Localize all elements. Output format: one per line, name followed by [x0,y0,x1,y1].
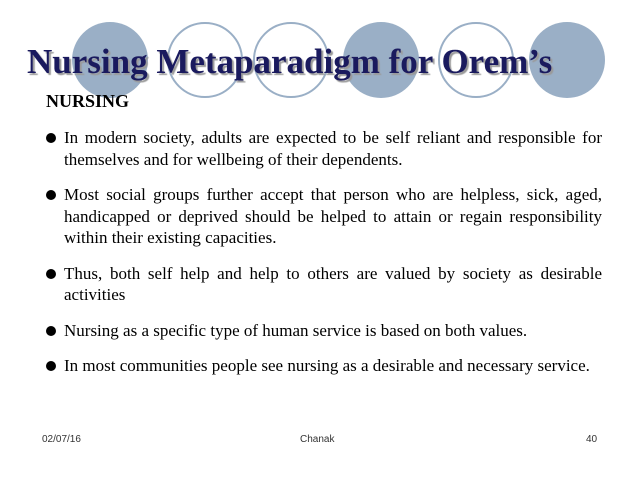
bullet-item [46,127,602,170]
bullet-text: In modern society, adults are expected to be self reliant and responsible for themselves and for wellbeing of their dependents. [64,128,602,169]
slide-title: Nursing Metaparadigm for Orem’s [27,42,553,81]
bullet-dot-icon [46,269,56,279]
bullet-dot-icon [46,190,56,200]
bullet-text: Most social groups further accept that person who are helpless, sick, aged, handicapped or deprived should be helped to attain or regain responsibility within their existing capacities. [64,185,602,247]
bullet-text: Thus, both self help and help to others are valued by society as desirable activities [64,263,602,304]
footer-page-number: 40 [586,434,598,445]
bullet-dot-icon [46,326,56,336]
bullet-text: Nursing as a specific type of human service is based on both values. [64,320,528,340]
bullet-dot-icon [46,133,56,143]
bullet-dot-icon [46,361,56,371]
bullet-item [46,263,602,306]
section-heading: NURSING [46,91,130,111]
footer-author: Chanak [300,434,335,445]
bullet-item [46,320,602,342]
bullet-list [46,127,602,391]
footer-date: 02/07/16 [42,434,81,445]
bullet-item [46,355,602,377]
bullet-item [46,184,602,249]
bullet-text: In most communities people see nursing as a desirable and necessary service. [64,356,590,375]
